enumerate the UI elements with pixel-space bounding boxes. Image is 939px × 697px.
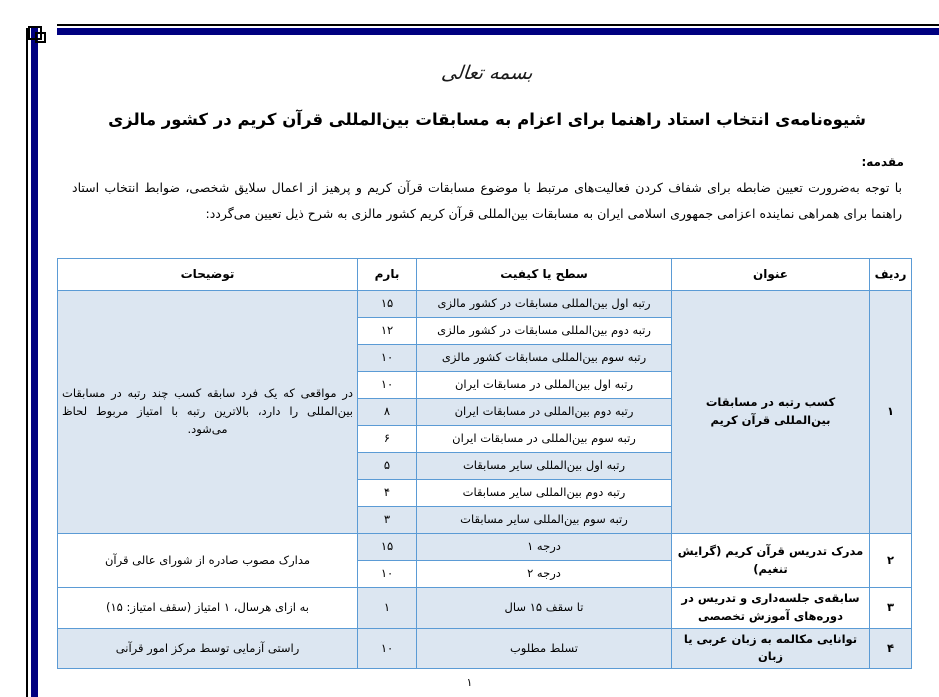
table-body <box>58 291 912 669</box>
frame-left-rule <box>26 28 28 697</box>
score-cell: ۱۰ <box>358 561 417 588</box>
row-index-cell: ۴ <box>870 628 912 669</box>
score-cell: ۳ <box>358 507 417 534</box>
row-index-cell: ۳ <box>870 588 912 629</box>
criterion-title-cell: کسب رتبه در مسابقات بین‌المللی قرآن کریم <box>672 291 870 534</box>
table-header <box>58 259 912 291</box>
criterion-title-cell: مدرک تدریس قرآن کریم (گرایش تنغیم) <box>672 534 870 588</box>
level-quality-cell: رتبه دوم بین‌المللی مسابقات در کشور مالزی <box>417 318 672 345</box>
table-row <box>58 628 912 669</box>
basmala-heading: بسمه تعالی <box>440 62 534 84</box>
explanation-cell: راستی آزمایی توسط مرکز امور قرآنی <box>58 628 358 669</box>
score-cell: ۱۰ <box>358 628 417 669</box>
document-content <box>58 40 916 228</box>
column-header-tozihat: توضیحات <box>58 259 358 291</box>
explanation-cell: مدارک مصوب صادره از شورای عالی قرآن <box>58 534 358 588</box>
level-quality-cell: رتبه سوم بین‌المللی سایر مسابقات <box>417 507 672 534</box>
frame-top-navy-band <box>57 28 939 35</box>
intro-label: مقدمه: <box>861 155 904 169</box>
table-row <box>58 588 912 629</box>
column-header-radif: ردیف <box>870 259 912 291</box>
score-cell: ۸ <box>358 399 417 426</box>
table-header-row <box>58 259 912 291</box>
level-quality-cell: رتبه دوم بین‌المللی در مسابقات ایران <box>417 399 672 426</box>
row-index-cell: ۱ <box>870 291 912 534</box>
score-table <box>57 258 912 669</box>
row-index-cell: ۲ <box>870 534 912 588</box>
frame-left-navy-band <box>31 28 38 697</box>
level-quality-cell: درجه ۱ <box>417 534 672 561</box>
frame-corner-marker-inner-icon <box>35 32 46 43</box>
level-quality-cell: درجه ۲ <box>417 561 672 588</box>
score-cell: ۱۲ <box>358 318 417 345</box>
criterion-title-cell: توانایی مکالمه به زبان عربی یا زبان <box>672 628 870 669</box>
score-cell: ۵ <box>358 453 417 480</box>
score-cell: ۶ <box>358 426 417 453</box>
score-cell: ۱۵ <box>358 291 417 318</box>
level-quality-cell: رتبه اول بین‌المللی مسابقات در کشور مالزی <box>417 291 672 318</box>
page-title: شیوه‌نامه‌ی انتخاب استاد راهنما برای اعزام به مسابقات بین‌المللی قرآن کریم در کشور مالزی <box>108 110 866 129</box>
column-header-onvan: عنوان <box>672 259 870 291</box>
explanation-cell: در مواقعی که یک فرد سابقه کسب چند رتبه در مسابقات بین‌المللی را دارد، بالاترین رتبه با امتیاز مربوط لحاظ می‌شود. <box>58 291 358 534</box>
level-quality-cell: رتبه دوم بین‌المللی سایر مسابقات <box>417 480 672 507</box>
level-quality-cell: رتبه اول بین‌المللی سایر مسابقات <box>417 453 672 480</box>
intro-paragraph: با توجه به‌ضرورت تعیین ضابطه برای شفاف کردن فعالیت‌های مرتبط با موضوع مسابقات قرآن کریم و پرهیز از اعمال سلایق شخصی، ضوابط انتخاب استاد راهنما برای همراهی نماینده اعزامی جمهوری اسلامی ایران به مسابقات بین‌المللی قرآن کریم کشور مالزی به شرح ذیل تعیین می‌گردد: <box>72 180 902 222</box>
score-table-wrapper <box>58 258 912 669</box>
level-quality-cell: تا سقف ۱۵ سال <box>417 588 672 629</box>
column-header-sath: سطح یا کیفیت <box>417 259 672 291</box>
explanation-cell: به ازای هرسال، ۱ امتیاز (سقف امتیاز: ۱۵) <box>58 588 358 629</box>
level-quality-cell: رتبه اول بین‌المللی در مسابقات ایران <box>417 372 672 399</box>
criterion-title-cell: سابقه‌ی جلسه‌داری و تدریس در دوره‌های آموزش تخصصی <box>672 588 870 629</box>
score-cell: ۱۰ <box>358 372 417 399</box>
level-quality-cell: رتبه سوم بین‌المللی در مسابقات ایران <box>417 426 672 453</box>
level-quality-cell: تسلط مطلوب <box>417 628 672 669</box>
frame-top-rule <box>57 24 939 26</box>
table-row <box>58 534 912 561</box>
page-number: ۱ <box>466 676 473 689</box>
score-cell: ۱۵ <box>358 534 417 561</box>
score-cell: ۱ <box>358 588 417 629</box>
level-quality-cell: رتبه سوم بین‌المللی مسابقات کشور مالزی <box>417 345 672 372</box>
table-row <box>58 291 912 318</box>
score-cell: ۱۰ <box>358 345 417 372</box>
score-cell: ۴ <box>358 480 417 507</box>
column-header-barem: بارم <box>358 259 417 291</box>
